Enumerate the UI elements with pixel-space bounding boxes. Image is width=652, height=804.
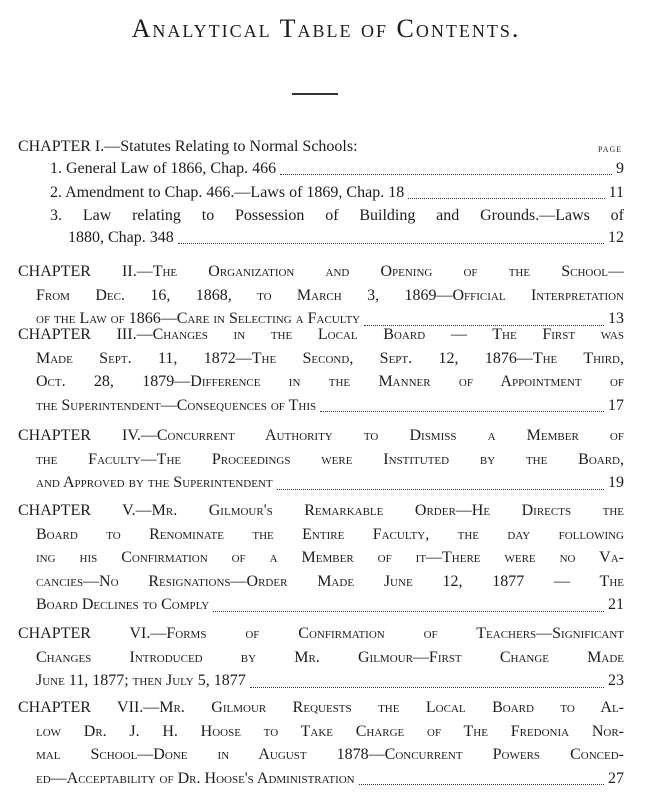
page-number: 27 — [608, 769, 624, 787]
leader-dots — [213, 611, 604, 612]
chapter-line: CHAPTER VI.—Forms of Confirmation of Teachers—Significant — [18, 625, 624, 642]
page-number: 21 — [608, 596, 624, 613]
page-number: 12 — [608, 229, 624, 246]
leader-dots — [277, 489, 604, 490]
leader-dots — [178, 243, 604, 244]
chapter-5-entry — [18, 499, 624, 617]
chapter-3-entry — [18, 323, 624, 417]
chapter-line: cancies—No Resignations—Order Made June 12, 1877 — The — [36, 572, 624, 590]
chapter-line: From Dec. 16, 1868, to March 3, 1869—Official Interpretation — [36, 286, 624, 304]
page-column-label: page — [598, 141, 623, 155]
page-number: 23 — [608, 672, 624, 689]
chapter-line: Changes Introduced by Mr. Gilmour—First Change Made — [36, 648, 624, 666]
chapter-line: CHAPTER II.—The Organization and Opening of the School— — [18, 263, 624, 280]
chapter-line: low Dr. J. H. Hoose to Take Charge of The Fredonia Nor- — [36, 722, 624, 740]
chapter-line: of the Law of 1866—Care in Selecting a Faculty — [36, 310, 361, 327]
leader-dots — [408, 198, 604, 199]
chapter-4-entry — [18, 424, 624, 495]
chapter-line: the Faculty—The Proceedings were Instituted by the Board, — [36, 450, 624, 468]
chapter-6-entry — [18, 622, 624, 693]
chapter-line: CHAPTER V.—Mr. Gilmour's Remarkable Order—He Directs the — [18, 502, 624, 519]
chapter-7-entry — [18, 696, 624, 790]
page-number: 11 — [608, 184, 624, 201]
chapter-1-item-3 — [50, 205, 624, 249]
chapter-line: CHAPTER III.—Changes in the Local Board — The First was — [18, 326, 624, 343]
chapter-line: CHAPTER I.—Statutes Relating to Normal Schools: — [18, 138, 358, 155]
chapter-line: Oct. 28, 1879—Difference in the Manner of Appointment of — [36, 373, 624, 390]
page-number: 13 — [608, 310, 624, 327]
chapter-line: ed—Acceptability of Dr. Hoose's Administration — [36, 769, 355, 787]
page-title: Analytical Table of Contents. — [131, 14, 521, 43]
chapter-line: Made Sept. 11, 1872—The Second, Sept. 12, 1876—The Third, — [36, 349, 624, 367]
leader-dots — [280, 174, 612, 175]
page-number: 9 — [616, 160, 624, 177]
page-number: 19 — [608, 474, 624, 491]
chapter-line: June 11, 1877; then July 5, 1877 — [36, 672, 246, 689]
chapter-1-heading — [18, 135, 624, 159]
chapter-2-entry — [18, 260, 624, 331]
item-text: 1880, Chap. 348 — [68, 229, 174, 246]
leader-dots — [250, 687, 604, 688]
chapter-1-item-2 — [50, 182, 624, 204]
title-divider — [292, 93, 338, 95]
chapter-line: and Approved by the Superintendent — [36, 474, 273, 491]
chapter-line: CHAPTER IV.—Concurrent Authority to Dismiss a Member of — [18, 427, 624, 444]
page-number: 17 — [608, 396, 624, 414]
chapter-line: Board to Renominate the Entire Faculty, the day following — [36, 525, 624, 543]
chapter-line: ing his Confirmation of a Member of it—There were no Va- — [36, 549, 624, 566]
chapter-line: mal School—Done in August 1878—Concurrent Powers Conced- — [36, 746, 624, 763]
chapter-line: the Superintendent—Consequences of This — [36, 396, 317, 414]
chapter-1-item-1 — [50, 158, 624, 180]
leader-dots — [359, 784, 604, 785]
item-text: 2. Amendment to Chap. 466.—Laws of 1869, Chap. 18 — [50, 184, 405, 201]
chapter-line: CHAPTER VII.—Mr. Gilmour Requests the Local Board to Al- — [18, 699, 624, 716]
item-text: 3. Law relating to Possession of Building and Grounds.—Laws of — [50, 207, 624, 224]
item-text: 1. General Law of 1866, Chap. 466 — [50, 160, 277, 177]
leader-dots — [320, 411, 604, 412]
chapter-line: Board Declines to Comply — [36, 596, 210, 613]
